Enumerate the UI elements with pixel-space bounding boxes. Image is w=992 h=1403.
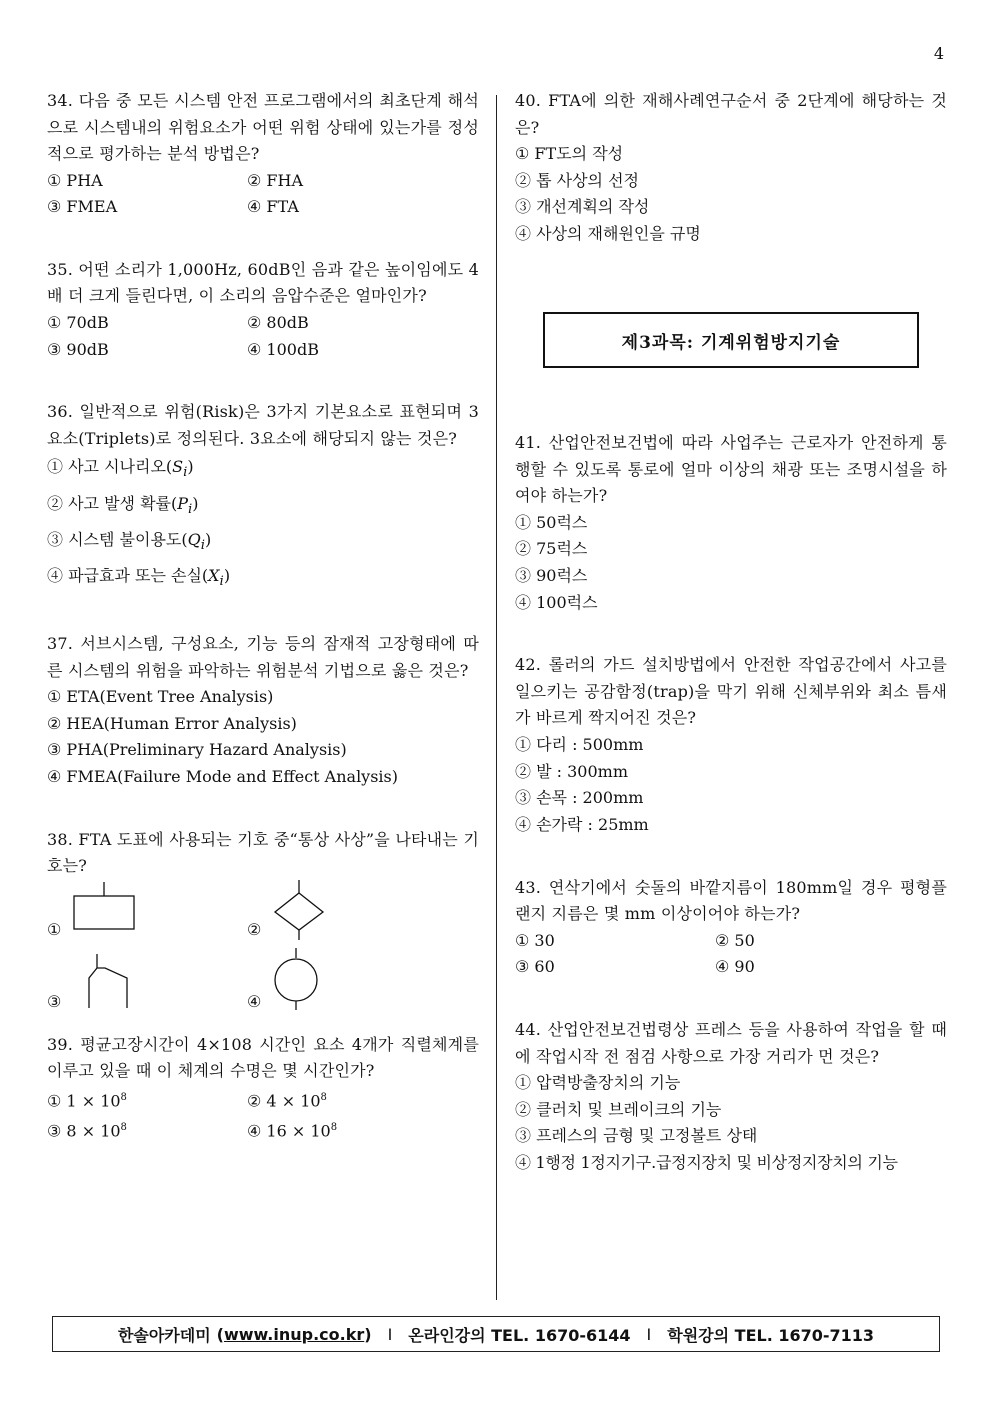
fta-symbol-options xyxy=(47,880,479,1030)
question-text: 40. FTA에 의한 재해사례연구순서 중 2단계에 해당하는 것은? xyxy=(515,91,947,137)
question-text: 44. 산업안전보건법령상 프레스 등을 사용하여 작업을 할 때에 작업시작 전 점검 사항으로 가장 거리가 먼 것은? xyxy=(515,1020,947,1066)
page-number: 4 xyxy=(933,44,944,63)
option-4: ④ 1행정 1정지기구․급정지장치 및 비상정지장치의 기능 xyxy=(515,1153,898,1173)
question-text: 36. 일반적으로 위험(Risk)은 3가지 기본요소로 표현되며 3요소(Triplets)로 정의된다. 3요소에 해당되지 않는 것은? xyxy=(47,402,479,448)
option-2: ② 50 xyxy=(715,930,755,950)
footer-separator: I xyxy=(646,1324,652,1344)
footer-brand: 한솔아카데미 xyxy=(117,1325,211,1345)
option-2 xyxy=(247,1085,447,1115)
option-3: ③ PHA(Preliminary Hazard Analysis) xyxy=(47,740,347,760)
footer-separator: I xyxy=(387,1324,393,1344)
option-1 xyxy=(47,1085,247,1115)
question-44 xyxy=(515,1017,947,1177)
option-1: ① 압력방출장치의 기능 xyxy=(515,1073,681,1093)
option-4: ④ 100럭스 xyxy=(515,592,598,612)
question-41 xyxy=(515,430,947,616)
option-4: ④ FTA xyxy=(247,197,299,217)
math-symbol: Q xyxy=(187,529,201,549)
option-4: ④ xyxy=(247,991,262,1011)
option-label: ④ 16 × 10 xyxy=(247,1121,331,1141)
question-text: 38. FTA 도표에 사용되는 기호 중“통상 사상”을 나타내는 기호는? xyxy=(47,829,479,876)
math-symbol: S xyxy=(172,457,184,477)
question-text: 37. 서브시스템, 구성요소, 기능 등의 잠재적 고장형태에 따른 시스템의 위험을 파악하는 위험분석 기법으로 옳은 것은? xyxy=(47,634,479,680)
option-1: ① 30 xyxy=(515,930,555,950)
exponent: 8 xyxy=(330,1121,338,1133)
question-43 xyxy=(515,875,947,981)
option-4: ④ 사상의 재해원인을 규명 xyxy=(515,224,701,244)
option-1: ① FT도의 작성 xyxy=(515,144,624,163)
diamond-event-icon xyxy=(269,880,329,942)
option-1: ① 사고 시나리오$(S_i)$ xyxy=(47,457,194,481)
option-3: ③ FMEA xyxy=(47,197,118,217)
option-3: ③ 90dB xyxy=(47,339,109,359)
option-label: ① 1 × 10 xyxy=(47,1091,121,1111)
question-text: 39. 평균고장시간이 4×108 시간인 요소 4개가 직렬체계를 이루고 있을 때 이 체계의 수명은 몇 시간인가? xyxy=(47,1034,479,1081)
option-3: ③ 손목 : 200mm xyxy=(515,788,644,808)
option-2: ② xyxy=(247,919,262,939)
math-symbol: X xyxy=(208,565,220,585)
option-label: ② 사고 발생 확률 xyxy=(47,493,171,513)
math-subscript: i xyxy=(219,574,224,590)
option-label: ③ 8 × 10 xyxy=(47,1121,121,1141)
question-40 xyxy=(515,88,947,248)
column-divider xyxy=(496,95,497,1300)
left-column xyxy=(47,88,479,1145)
footer-online-phone: 온라인강의 TEL. 1670-6144 xyxy=(408,1325,631,1345)
question-42 xyxy=(515,652,947,838)
option-1: ① xyxy=(47,919,62,939)
option-3 xyxy=(47,1115,247,1145)
math-subscript: i xyxy=(200,537,206,553)
rectangle-event-icon xyxy=(69,882,139,942)
question-35 xyxy=(47,257,479,363)
house-event-icon xyxy=(85,954,131,1010)
option-2: ② 사고 발생 확률$(P_i)$ xyxy=(47,493,199,517)
section-title: 제3과목: 기계위험방지기술 xyxy=(543,312,919,368)
option-2: ② 톱 사상의 선정 xyxy=(515,170,639,190)
question-text: 34. 다음 중 모든 시스템 안전 프로그램에서의 최초단계 해석으로 시스템내의 위험요소가 어떤 위험 상태에 있는가를 정성적으로 평가하는 분석 방법은? xyxy=(47,91,479,163)
question-text: 42. 롤러의 가드 설치방법에서 안전한 작업공간에서 사고를 일으키는 공감함정(trap)을 막기 위해 신체부위와 최소 틈새가 바르게 짝지어진 것은? xyxy=(515,655,947,728)
question-39 xyxy=(47,1032,479,1145)
option-4 xyxy=(247,1115,447,1145)
option-2: ② 클러치 및 브레이크의 기능 xyxy=(515,1099,722,1119)
exponent: 8 xyxy=(120,1091,127,1103)
option-2: ② 발 : 300mm xyxy=(515,761,628,781)
option-3: ③ 프레스의 금형 및 고정볼트 상태 xyxy=(515,1126,758,1146)
option-1: ① PHA xyxy=(47,170,103,190)
option-label: ② 4 × 10 xyxy=(247,1091,321,1111)
option-3: ③ 시스템 불이용도$(Q_i)$ xyxy=(47,529,212,553)
option-1: ① 50럭스 xyxy=(515,512,588,532)
option-1: ① 다리 : 500mm xyxy=(515,734,644,754)
math-symbol: P xyxy=(177,493,189,513)
option-3: ③ 90럭스 xyxy=(515,565,588,585)
option-4: ④ FMEA(Failure Mode and Effect Analysis) xyxy=(47,767,398,787)
exponent: 8 xyxy=(120,1121,127,1133)
footer-academy-phone: 학원강의 TEL. 1670-7113 xyxy=(667,1325,875,1345)
exponent: 8 xyxy=(320,1091,327,1103)
question-37 xyxy=(47,631,479,791)
option-3: ③ 60 xyxy=(515,957,555,977)
question-text: 43. 연삭기에서 숫돌의 바깥지름이 180mm일 경우 평형플랜지 지름은 몇 mm 이상이어야 하는가? xyxy=(515,877,947,924)
option-1: ① ETA(Event Tree Analysis) xyxy=(47,687,274,707)
option-label: ④ 파급효과 또는 손실 xyxy=(47,565,202,585)
question-34 xyxy=(47,88,479,221)
footer-url-wrap: (www.inup.co.kr) xyxy=(216,1324,372,1344)
footer-url-link[interactable]: www.inup.co.kr xyxy=(223,1324,365,1344)
option-4: ④ 손가락 : 25mm xyxy=(515,814,649,834)
right-column-lower xyxy=(515,430,947,1177)
option-4: ④ 파급효과 또는 손실$(X_i)$ xyxy=(47,565,231,590)
option-1: ① 70dB xyxy=(47,312,109,332)
option-2: ② 80dB xyxy=(247,312,309,332)
option-label: ① 사고 시나리오 xyxy=(47,457,166,477)
footer xyxy=(52,1316,940,1352)
option-4: ④ 90 xyxy=(715,957,755,977)
option-2: ② 75럭스 xyxy=(515,539,588,559)
question-36 xyxy=(47,399,479,597)
math-subscript: i xyxy=(183,465,188,481)
option-2: ② FHA xyxy=(247,170,304,190)
option-2: ② HEA(Human Error Analysis) xyxy=(47,713,297,733)
question-text: 35. 어떤 소리가 1,000Hz, 60dB인 음과 같은 높이임에도 4배 더 크게 들린다면, 이 소리의 음압수준은 얼마인가? xyxy=(47,259,479,306)
question-text: 41. 산업안전보건법에 따라 사업주는 근로자가 안전하게 통행할 수 있도록 통로에 얼마 이상의 채광 또는 조명시설을 하여야 하는가? xyxy=(515,433,947,505)
right-column xyxy=(515,88,947,248)
option-3: ③ xyxy=(47,991,62,1011)
question-38 xyxy=(47,827,479,1030)
option-3: ③ 개선계획의 작성 xyxy=(515,197,650,217)
math-subscript: i xyxy=(188,501,193,517)
circle-event-icon xyxy=(273,948,319,1012)
option-4: ④ 100dB xyxy=(247,339,319,359)
option-label: ③ 시스템 불이용도 xyxy=(47,529,182,549)
